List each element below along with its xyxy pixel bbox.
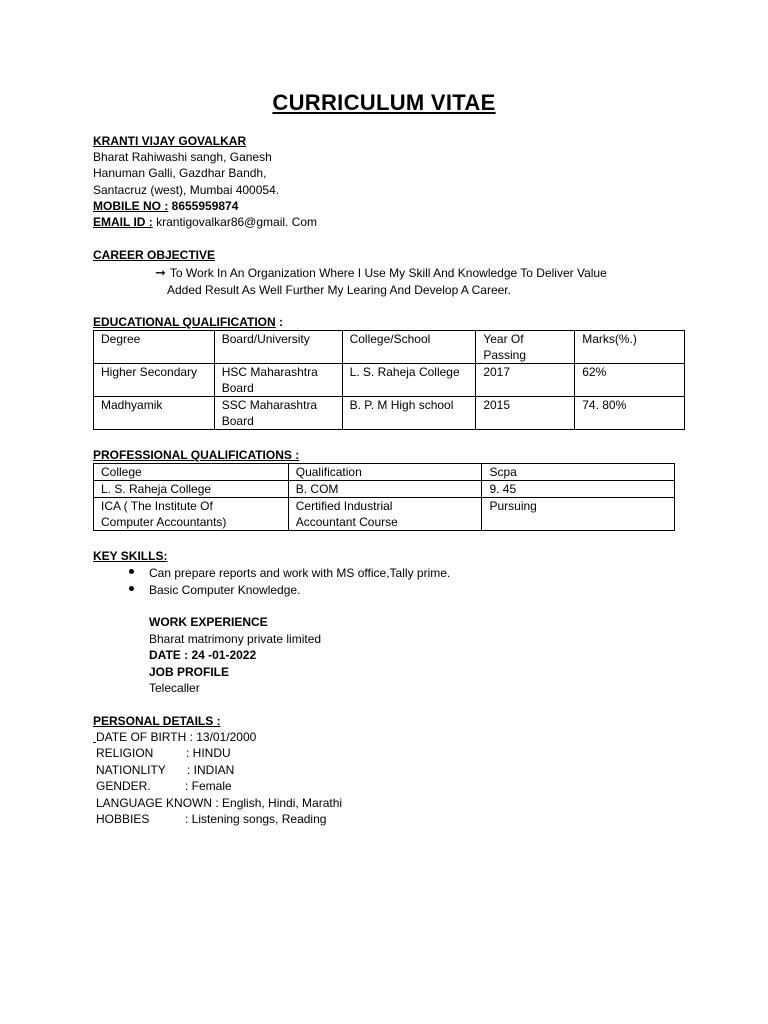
address-line-3: Santacruz (west), Mumbai 400054. <box>93 183 280 197</box>
professional-header-cell: College <box>94 464 289 481</box>
personal-value: : 13/01/2000 <box>186 730 257 744</box>
personal-label: DATE OF BIRTH <box>96 730 187 744</box>
personal-label: GENDER. <box>96 779 151 793</box>
candidate-name: KRANTI VIJAY GOVALKAR <box>93 134 247 148</box>
work-date: DATE : 24 -01-2022 <box>149 648 257 662</box>
table-cell: L. S. Raheja College <box>342 364 476 397</box>
education-header-cell: Year Of Passing <box>476 331 575 364</box>
table-cell: Certified Industrial Accountant Course <box>288 498 482 531</box>
career-objective-heading: CAREER OBJECTIVE <box>93 248 216 262</box>
table-cell: 2015 <box>476 397 575 430</box>
table-cell: 74. 80% <box>575 397 685 430</box>
personal-item-gender <box>96 778 232 794</box>
table-cell: HSC Maharashtra Board <box>214 364 342 397</box>
education-header-cell: Degree <box>94 331 215 364</box>
job-profile-value: Telecaller <box>149 681 200 695</box>
table-cell: B. P. M High school <box>342 397 476 430</box>
professional-header-cell: Scpa <box>482 464 675 481</box>
table-row <box>94 397 685 430</box>
key-skills-heading: KEY SKILLS: <box>93 549 168 563</box>
education-heading-colon: : <box>275 315 283 329</box>
education-heading: EDUCATIONAL QUALIFICATION <box>93 315 276 329</box>
personal-label: RELIGION <box>96 746 154 760</box>
table-cell: 62% <box>575 364 685 397</box>
professional-heading: PROFESSIONAL QUALIFICATIONS : <box>93 448 300 462</box>
personal-details-heading: PERSONAL DETAILS : <box>93 714 221 728</box>
email-line <box>93 214 317 230</box>
education-header-cell: Board/University <box>214 331 342 364</box>
skill-item: Basic Computer Knowledge. <box>149 583 301 597</box>
career-objective-line-2: Added Result As Well Further My Learing And Develop A Career. <box>167 283 511 297</box>
email-label: EMAIL ID : <box>93 215 153 229</box>
job-profile-heading: JOB PROFILE <box>149 665 230 679</box>
skill-item: Can prepare reports and work with MS office,Tally prime. <box>149 566 451 580</box>
mobile-line <box>93 198 238 214</box>
personal-label: NATIONLITY <box>96 763 166 777</box>
table-cell: Pursuing <box>482 498 675 531</box>
table-row <box>94 498 675 531</box>
personal-label: HOBBIES <box>96 812 150 826</box>
mobile-label: MOBILE NO : <box>93 199 169 213</box>
table-cell: 2017 <box>476 364 575 397</box>
personal-value: : English, Hindi, Marathi <box>212 796 343 810</box>
personal-item-dob <box>93 729 256 745</box>
work-experience-heading: WORK EXPERIENCE <box>149 615 268 629</box>
education-heading-line <box>93 314 283 330</box>
professional-header-cell: Qualification <box>288 464 482 481</box>
table-cell: SSC Maharashtra Board <box>214 397 342 430</box>
personal-item-religion <box>96 745 231 761</box>
personal-value: : INDIAN <box>187 763 235 777</box>
address-line-2: Hanuman Galli, Gazdhar Bandh, <box>93 166 267 180</box>
education-table <box>93 330 685 430</box>
bullet-icon <box>129 569 134 574</box>
personal-label: LANGUAGE KNOWN <box>96 796 213 810</box>
professional-table <box>93 463 675 531</box>
personal-item-nationality <box>96 762 234 778</box>
table-cell: ICA ( The Institute Of Computer Accountants) <box>94 498 289 531</box>
professional-header-row <box>94 464 675 481</box>
address-line-1: Bharat Rahiwashi sangh, Ganesh <box>93 150 272 164</box>
career-objective-text-1: To Work In An Organization Where I Use My Skill And Knowledge To Deliver Value <box>169 266 607 280</box>
personal-item-hobbies <box>96 811 326 827</box>
personal-value: : Listening songs, Reading <box>185 812 327 826</box>
education-header-cell: College/School <box>342 331 476 364</box>
table-row <box>94 481 675 498</box>
table-cell: Higher Secondary <box>94 364 215 397</box>
bullet-icon <box>129 586 134 591</box>
table-cell: B. COM <box>288 481 482 498</box>
work-company: Bharat matrimony private limited <box>149 632 322 646</box>
table-row <box>94 364 685 397</box>
education-header-cell: Marks(%.) <box>575 331 685 364</box>
career-objective-line-1 <box>155 265 607 281</box>
personal-item-language <box>96 795 342 811</box>
table-cell: L. S. Raheja College <box>94 481 289 498</box>
mobile-value: 8655959874 <box>168 199 239 213</box>
page-title: CURRICULUM VITAE <box>272 90 496 115</box>
personal-value: : HINDU <box>186 746 231 760</box>
arrow-right-icon: ➞ <box>155 265 166 280</box>
table-cell: 9. 45 <box>482 481 675 498</box>
personal-value: : Female <box>185 779 232 793</box>
table-cell: Madhyamik <box>94 397 215 430</box>
email-value: krantigovalkar86@gmail. Com <box>152 215 318 229</box>
education-header-row <box>94 331 685 364</box>
